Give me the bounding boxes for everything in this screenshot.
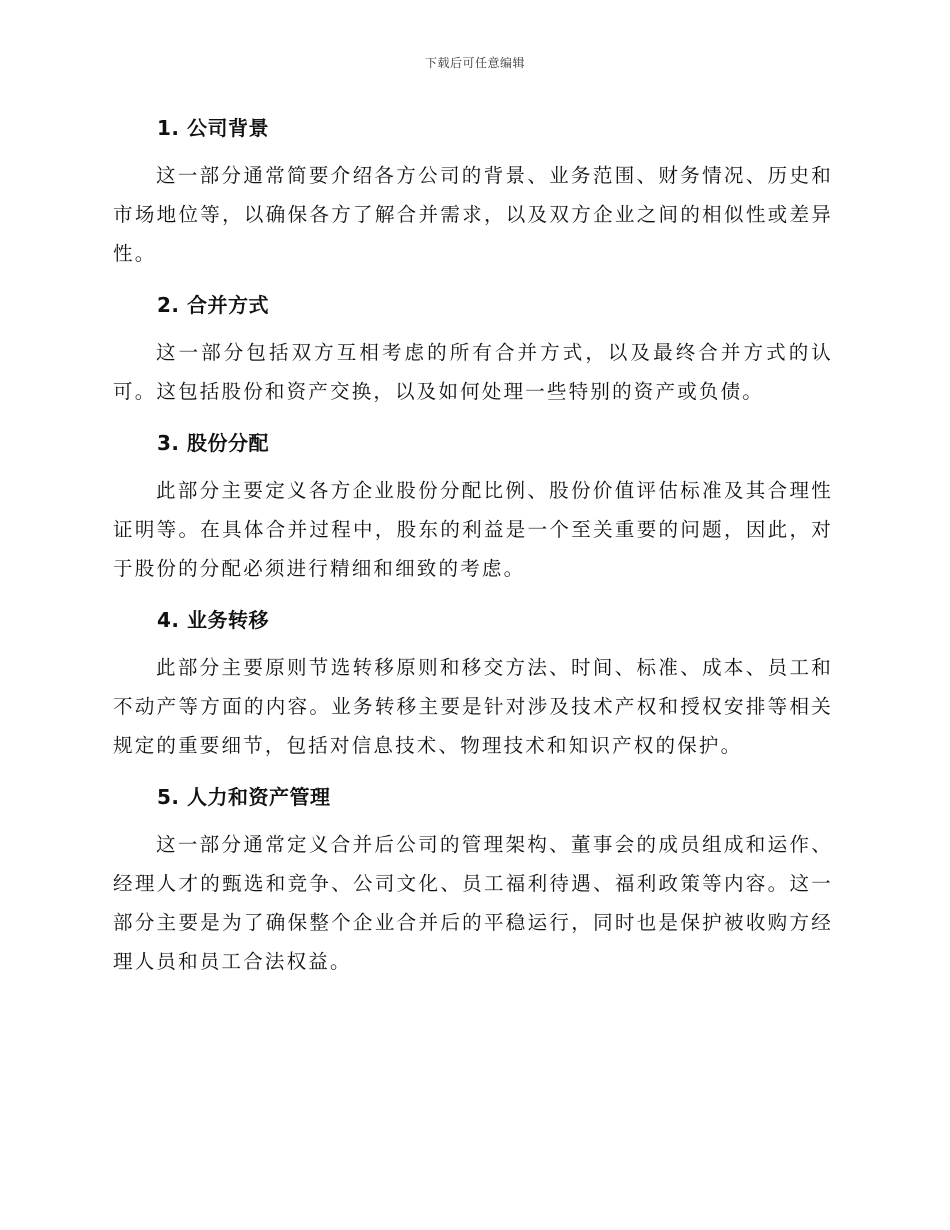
section-paragraph: 此部分主要定义各方企业股份分配比例、股份价值评估标准及其合理性证明等。在具体合并过程中，股东的利益是一个至关重要的问题，因此，对于股份的分配必须进行精细和细致的考虑。 [113, 479, 833, 580]
section-business-transfer [113, 600, 833, 765]
section-heading: 2. 合并方式 [157, 293, 269, 317]
section-paragraph: 此部分主要原则节选转移原则和移交方法、时间、标准、成本、员工和不动产等方面的内容。业务转移主要是针对涉及技术产权和授权安排等相关规定的重要细节，包括对信息技术、物理技术和知识产权的保护。 [113, 656, 833, 757]
section-paragraph: 这一部分通常定义合并后公司的管理架构、董事会的成员组成和运作、经理人才的甄选和竞争、公司文化、员工福利待遇、福利政策等内容。这一部分主要是为了确保整个企业合并后的平稳运行，同时也是保护被收购方经理人员和员工合法权益。 [113, 833, 833, 973]
section-company-background [113, 108, 833, 273]
document-body [113, 108, 833, 993]
section-heading: 3. 股份分配 [157, 431, 269, 455]
section-share-allocation [113, 423, 833, 588]
section-paragraph: 这一部分包括双方互相考虑的所有合并方式，以及最终合并方式的认可。这包括股份和资产交换，以及如何处理一些特别的资产或负债。 [113, 341, 833, 403]
section-heading: 5. 人力和资产管理 [157, 785, 331, 809]
section-heading: 4. 业务转移 [157, 608, 269, 632]
section-hr-asset-management [113, 777, 833, 981]
page-header: 下载后可任意编辑 [424, 56, 525, 70]
section-heading: 1. 公司背景 [157, 116, 269, 140]
section-paragraph: 这一部分通常简要介绍各方公司的背景、业务范围、财务情况、历史和市场地位等，以确保各方了解合并需求，以及双方企业之间的相似性或差异性。 [113, 164, 833, 265]
section-merger-method [113, 285, 833, 411]
